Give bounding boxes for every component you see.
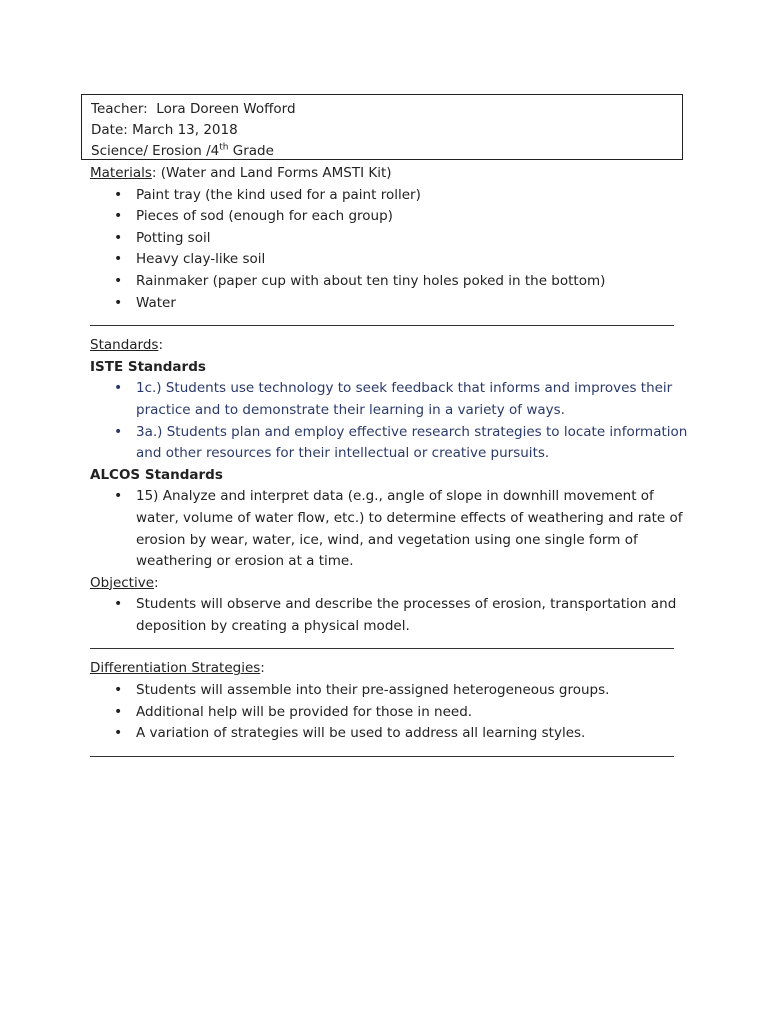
materials-list (90, 185, 690, 315)
list-item: • Water (90, 293, 690, 315)
lesson-content (90, 163, 690, 766)
list-item: • Rainmaker (paper cup with about ten tiny holes poked in the bottom) (90, 271, 690, 293)
section-divider (90, 756, 674, 757)
materials-heading-line (90, 163, 690, 185)
list-item: • 3a.) Students plan and employ effective research strategies to locate information and other resources for their intellectual or creative pursuits. (90, 422, 690, 465)
alcos-heading: ALCOS Standards (90, 466, 223, 483)
teacher-label: Teacher: (91, 101, 148, 117)
lesson-header-box (81, 94, 683, 160)
section-divider (90, 325, 674, 326)
objective-heading: Objective (90, 574, 155, 591)
objective-colon: : (154, 574, 159, 591)
standards-heading: Standards (90, 337, 159, 354)
list-item: • Paint tray (the kind used for a paint roller) (90, 185, 690, 207)
date-value: March 13, 2018 (132, 122, 238, 138)
list-item: • 15) Analyze and interpret data (e.g., angle of slope in downhill movement of water, volume of water flow, etc.) to determine effects of weathering and rate of erosion by wear, water, ice, wind, and vegetation using one single form of weathering or erosion at a time. (90, 486, 690, 572)
teacher-name: Lora Doreen Wofford (156, 101, 296, 117)
standards-heading-line (90, 335, 690, 357)
iste-list (90, 378, 690, 464)
objective-heading-line (90, 573, 690, 595)
standards-colon: : (158, 337, 164, 354)
iste-heading: ISTE Standards (90, 358, 206, 375)
list-item: • A variation of strategies will be used to address all learning styles. (90, 723, 690, 745)
teacher-line (91, 99, 682, 120)
section-divider (90, 648, 674, 649)
differentiation-colon: : (260, 660, 265, 677)
objective-list (90, 594, 690, 637)
list-item: • Heavy clay-like soil (90, 249, 690, 271)
subject-prefix: Science/ Erosion /4 (91, 143, 220, 159)
list-item: • Potting soil (90, 228, 690, 250)
differentiation-heading-line (90, 658, 690, 680)
date-line (91, 120, 682, 141)
differentiation-heading: Differentiation Strategies (90, 660, 261, 677)
list-item: • Students will assemble into their pre-assigned heterogeneous groups. (90, 680, 690, 702)
alcos-list (90, 486, 690, 572)
materials-heading: Materials (90, 165, 152, 181)
subject-line (91, 141, 682, 162)
differentiation-list (90, 680, 690, 745)
materials-note: : (Water and Land Forms AMSTI Kit) (151, 165, 392, 181)
subject-suffix: Grade (228, 143, 274, 159)
list-item: • Pieces of sod (enough for each group) (90, 206, 690, 228)
list-item: • Additional help will be provided for those in need. (90, 702, 690, 724)
subject-sup: th (219, 142, 229, 153)
date-label: Date: (91, 122, 128, 138)
list-item: • 1c.) Students use technology to seek feedback that informs and improves their practice and to demonstrate their learning in a variety of ways. (90, 378, 690, 421)
list-item: • Students will observe and describe the processes of erosion, transportation and deposition by creating a physical model. (90, 594, 690, 637)
